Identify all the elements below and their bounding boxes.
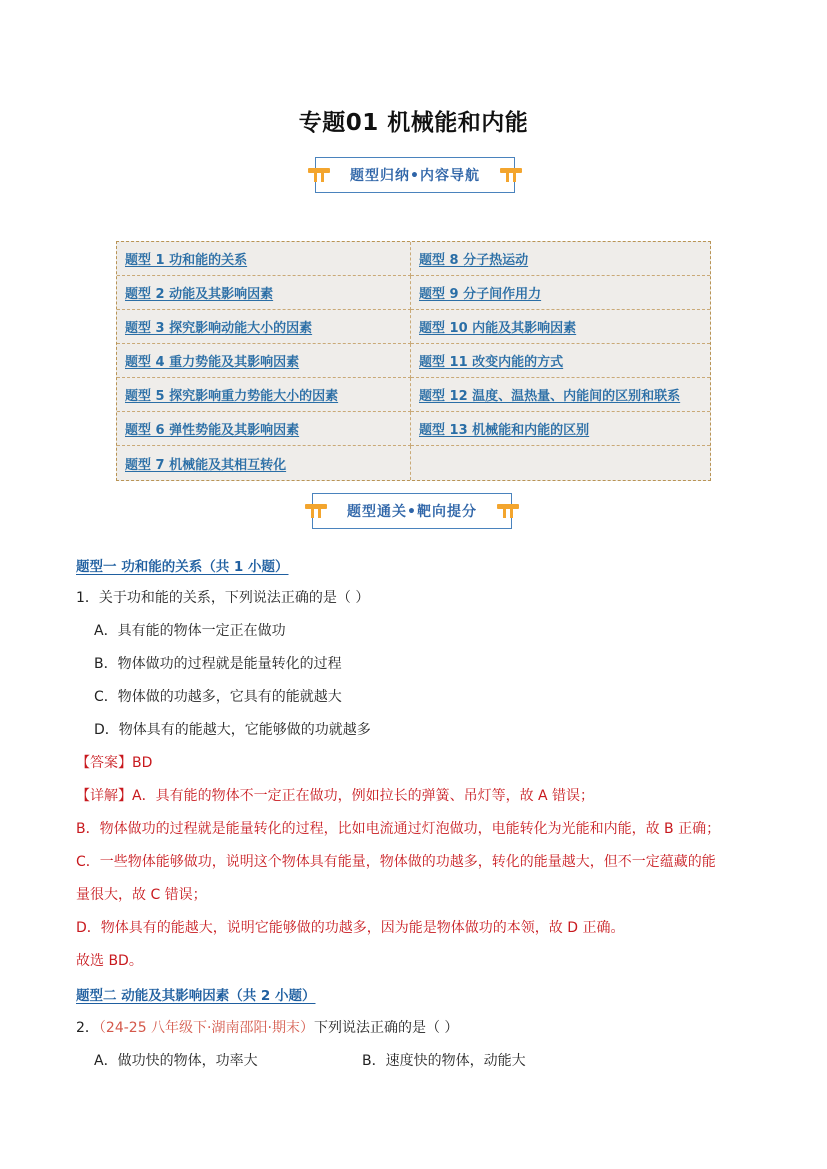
detail-text-a: A．具有能的物体不一定正在做功，例如拉长的弹簧、吊灯等，故 A 错误； (132, 788, 595, 804)
banner-right-ornament-icon (497, 504, 519, 518)
detail-text-c: C．一些物体能够做功，说明这个物体具有能量，物体做的功越多，转化的能量越大，但不一定蕴藏的能 (76, 854, 716, 870)
toc-item-13[interactable]: 题型 13 机械能和内能的区别 (411, 412, 710, 446)
detail-text-d: D．物体具有的能越大，说明它能够做的功越多，因为能是物体做功的本领，故 D 正确。 (76, 920, 625, 936)
question-1-option-b: B．物体做功的过程就是能量转化的过程 (94, 656, 342, 672)
question-2-option-a: A．做功快的物体，功率大 (94, 1053, 258, 1069)
practice-banner (312, 493, 512, 529)
nav-banner (315, 157, 515, 193)
banner-left-ornament-icon (308, 168, 330, 182)
toc-table (116, 241, 711, 481)
toc-item-9[interactable]: 题型 9 分子间作用力 (411, 276, 710, 310)
detail-tag: 【详解】 (76, 788, 132, 804)
question-2-option-b: B．速度快的物体，动能大 (362, 1053, 526, 1069)
answer-value: BD (132, 755, 153, 771)
banner-right-ornament-icon (500, 168, 522, 182)
toc-item-2[interactable]: 题型 2 动能及其影响因素 (117, 276, 411, 310)
answer-tag: 【答案】 (76, 755, 132, 771)
toc-item-10[interactable]: 题型 10 内能及其影响因素 (411, 310, 710, 344)
question-2-stem: 下列说法正确的是（ ） (313, 1020, 459, 1036)
toc-empty-cell (411, 446, 710, 480)
question-1-option-a: A．具有能的物体一定正在做功 (94, 623, 286, 639)
conclusion: 故选 BD。 (76, 953, 143, 969)
question-1-option-d: D．物体具有的能越大，它能够做的功就越多 (94, 722, 371, 738)
question-2-number: 2． (76, 1020, 99, 1036)
toc-item-12[interactable]: 题型 12 温度、温热量、内能间的区别和联系 (411, 378, 710, 412)
toc-item-8[interactable]: 题型 8 分子热运动 (411, 242, 710, 276)
toc-item-6[interactable]: 题型 6 弹性势能及其影响因素 (117, 412, 411, 446)
detail-line-1 (76, 785, 594, 805)
toc-item-7[interactable]: 题型 7 机械能及其相互转化 (117, 446, 411, 480)
toc-item-3[interactable]: 题型 3 探究影响动能大小的因素 (117, 310, 411, 344)
nav-banner-label: 题型归纳•内容导航 (350, 168, 480, 184)
question-2-source: （24-25 八年级下·湖南邵阳·期末） (98, 1020, 314, 1036)
answer-line (76, 752, 152, 772)
toc-item-5[interactable]: 题型 5 探究影响重力势能大小的因素 (117, 378, 411, 412)
section-heading-1[interactable]: 题型一 功和能的关系（共 1 小题） (76, 559, 289, 575)
detail-text-c-cont: 量很大，故 C 错误； (76, 887, 207, 903)
section-heading-2[interactable]: 题型二 动能及其影响因素（共 2 小题） (76, 988, 316, 1004)
toc-item-4[interactable]: 题型 4 重力势能及其影响因素 (117, 344, 411, 378)
question-1-option-c: C．物体做的功越多，它具有的能就越大 (94, 689, 342, 705)
banner-left-ornament-icon (305, 504, 327, 518)
practice-banner-label: 题型通关•靶向提分 (347, 504, 477, 520)
page-title: 专题01 机械能和内能 (298, 110, 529, 136)
question-1-stem: 1．关于功和能的关系，下列说法正确的是（ ） (76, 590, 370, 606)
detail-text-b: B．物体做功的过程就是能量转化的过程，比如电流通过灯泡做功，电能转化为光能和内能，故 B 正确； (76, 821, 721, 837)
toc-item-11[interactable]: 题型 11 改变内能的方式 (411, 344, 710, 378)
toc-item-1[interactable]: 题型 1 功和能的关系 (117, 242, 411, 276)
question-2-stem-line (76, 1017, 458, 1037)
